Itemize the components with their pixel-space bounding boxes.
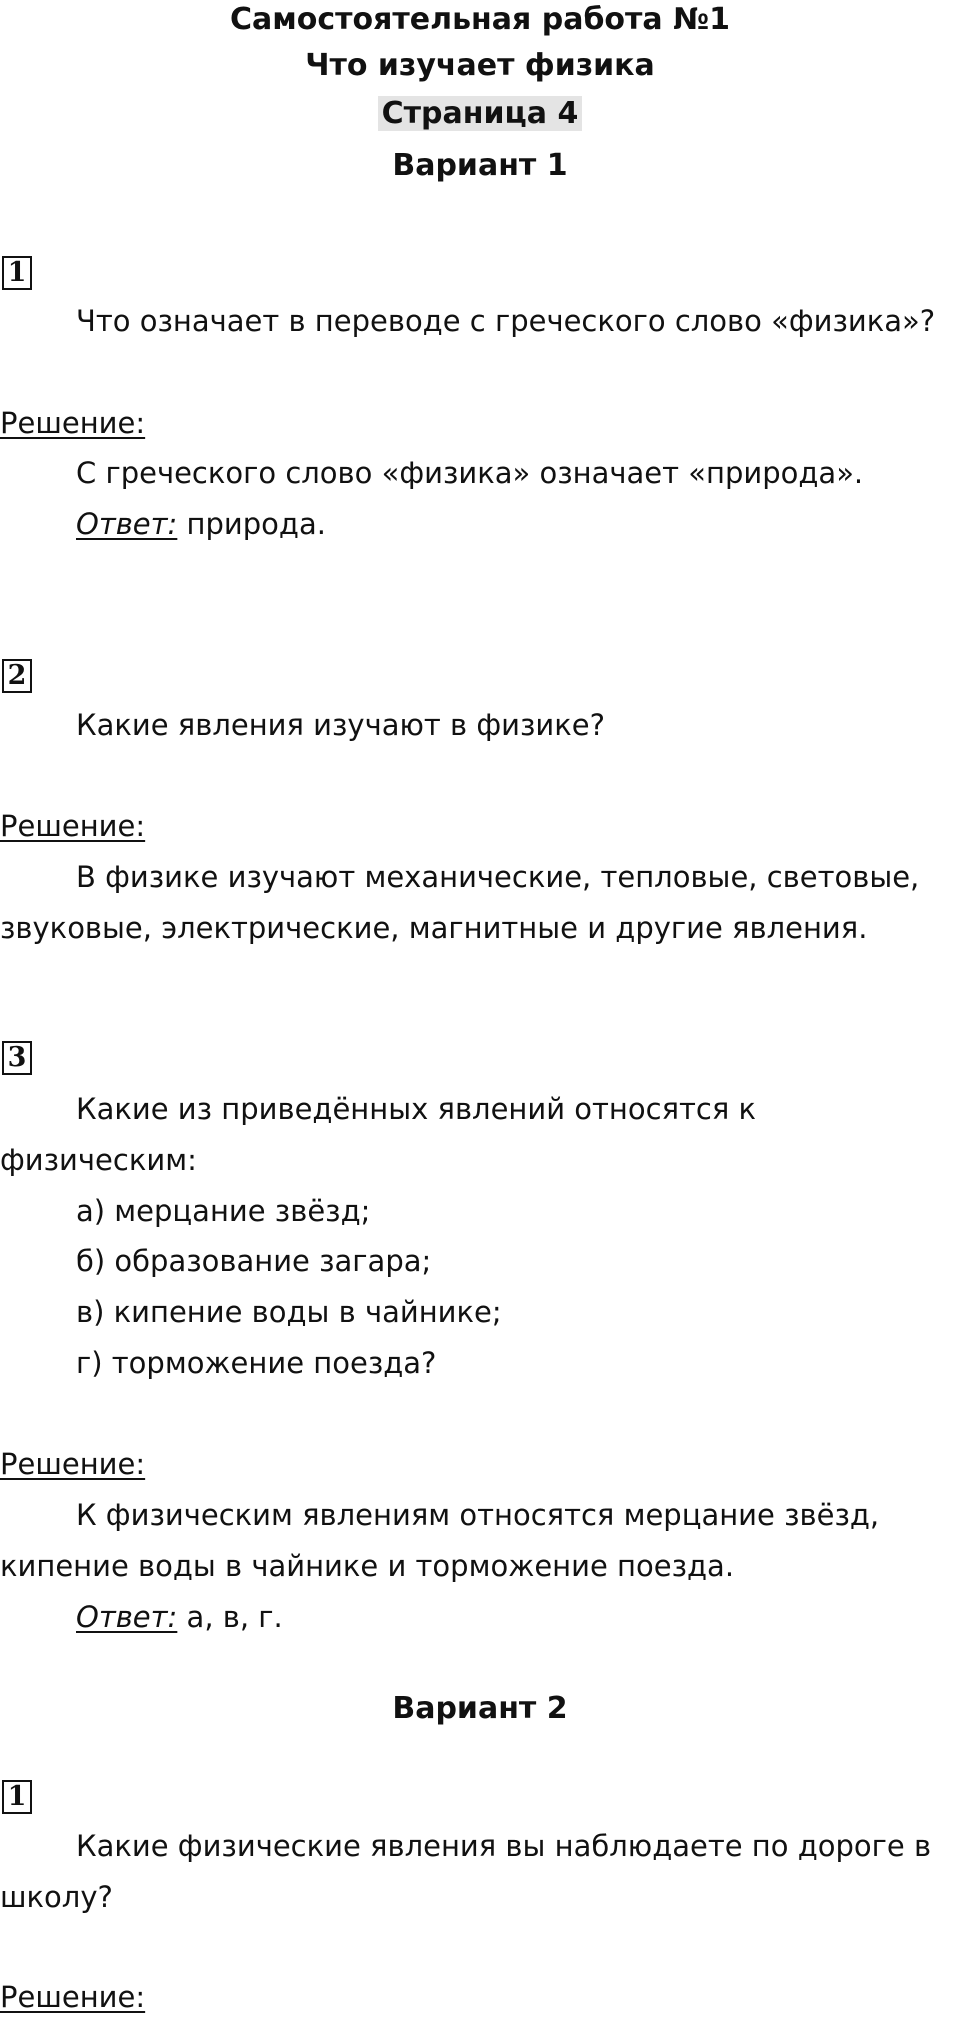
task-number-box: 1: [2, 1780, 32, 1814]
solution-label: Решение:: [0, 1447, 146, 1481]
answer-label: Ответ:: [76, 1600, 178, 1634]
solution-label: Решение:: [0, 1980, 146, 2014]
solution-label: Решение:: [0, 406, 146, 440]
task-question: Какие явления изучают в физике?: [76, 708, 605, 742]
answer-label: Ответ:: [76, 507, 178, 541]
task-question: физическим:: [0, 1143, 197, 1177]
task-question: Какие из приведённых явлений относятся к: [76, 1092, 757, 1126]
task-number-box: 2: [2, 659, 32, 693]
task-question: Какие физические явления вы наблюдаете по дороге в: [76, 1829, 932, 1863]
solution-text: С греческого слово «физика» означает «природа».: [76, 456, 864, 490]
task-number-box: 1: [2, 256, 32, 290]
page-label: [0, 94, 960, 134]
solution-text: кипение воды в чайнике и торможение поезда.: [0, 1549, 735, 1583]
answer-text: а, в, г.: [186, 1600, 283, 1634]
task-option: а) мерцание звёзд;: [76, 1194, 371, 1228]
topic-title: Что изучает физика: [305, 48, 655, 83]
task-question: школу?: [0, 1880, 113, 1914]
task-question: Что означает в переводе с греческого слово «физика»?: [76, 304, 936, 338]
solution-label: Решение:: [0, 809, 146, 843]
variant-1-heading: Вариант 1: [392, 148, 568, 183]
task-option: в) кипение воды в чайнике;: [76, 1295, 502, 1329]
solution-text: звуковые, электрические, магнитные и другие явления.: [0, 911, 868, 945]
variant-2-heading: Вариант 2: [392, 1691, 568, 1726]
answer-text: природа.: [186, 507, 326, 541]
solution-text: К физическим явлениям относятся мерцание звёзд,: [76, 1498, 880, 1532]
task-number-box: 3: [2, 1041, 32, 1075]
task-option: б) образование загара;: [76, 1244, 432, 1278]
task-option: г) торможение поезда?: [76, 1346, 437, 1380]
work-title: Самостоятельная работа №1: [229, 2, 731, 37]
answer-line: [0, 504, 960, 544]
page-number-highlight: Страница 4: [378, 96, 583, 131]
solution-text: В физике изучают механические, тепловые, световые,: [76, 860, 920, 894]
answer-line: [0, 1597, 960, 1637]
